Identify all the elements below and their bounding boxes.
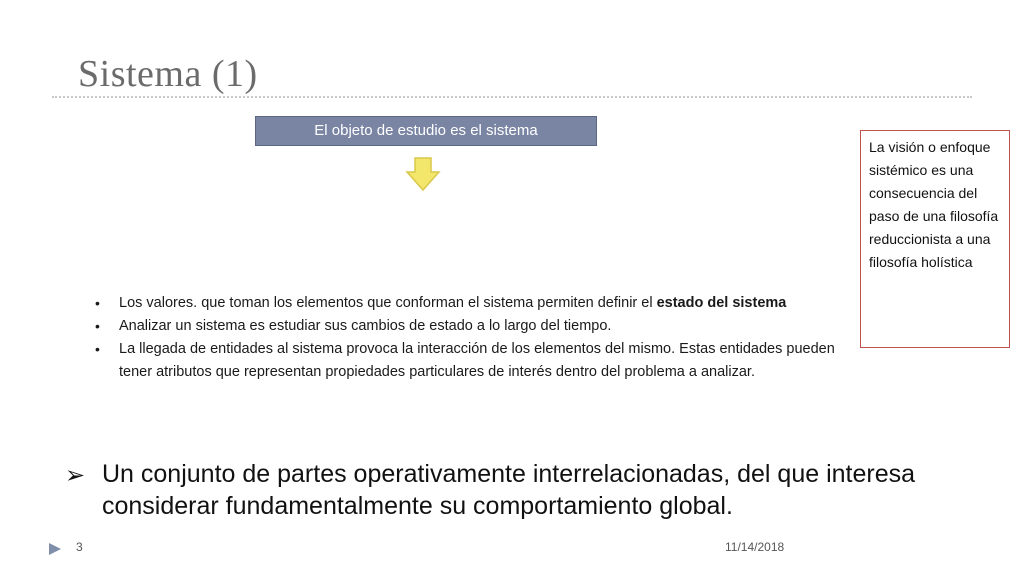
sub-bullet-list — [95, 292, 835, 384]
arrow-bullet-icon: ➢ — [65, 462, 86, 489]
holistic-callout: La visión o enfoque sistémico es una consecuencia del paso de una filosofía reduccionista a una filosofía holística — [860, 130, 1010, 348]
page-number: 3 — [76, 540, 83, 554]
definition-text: Un conjunto de partes operativamente interrelacionadas, del que interesa considerar fundamentalmente su comportamiento global. — [102, 460, 916, 520]
sub-bullet-text: Analizar un sistema es estudiar sus cambios de estado a lo largo del tiempo. — [119, 318, 612, 334]
sub-bullet-text: Los valores. que toman los elementos que conforman el sistema permiten definir el — [119, 295, 657, 311]
study-object-banner: El objeto de estudio es el sistema — [255, 116, 597, 146]
list-item — [95, 315, 835, 338]
sub-bullet-bold: estado del sistema — [656, 295, 787, 311]
list-item — [95, 292, 835, 315]
sub-bullet-text: La llegada de entidades al sistema provoca la interacción de los elementos del mismo. Estas entidades pueden tener atributos que representan propiedades particulares de interés dentro del problema a analizar. — [119, 341, 835, 380]
bullet-dot-icon: • — [95, 295, 100, 311]
down-arrow-icon — [405, 156, 441, 192]
footer-arrow-icon — [48, 542, 62, 556]
bullet-dot-icon: • — [95, 341, 100, 357]
slide-date: 11/14/2018 — [725, 540, 785, 554]
title-divider — [52, 96, 972, 98]
slide-title: Sistema (1) — [78, 53, 258, 95]
list-item — [95, 338, 835, 384]
bullet-dot-icon: • — [95, 318, 100, 334]
